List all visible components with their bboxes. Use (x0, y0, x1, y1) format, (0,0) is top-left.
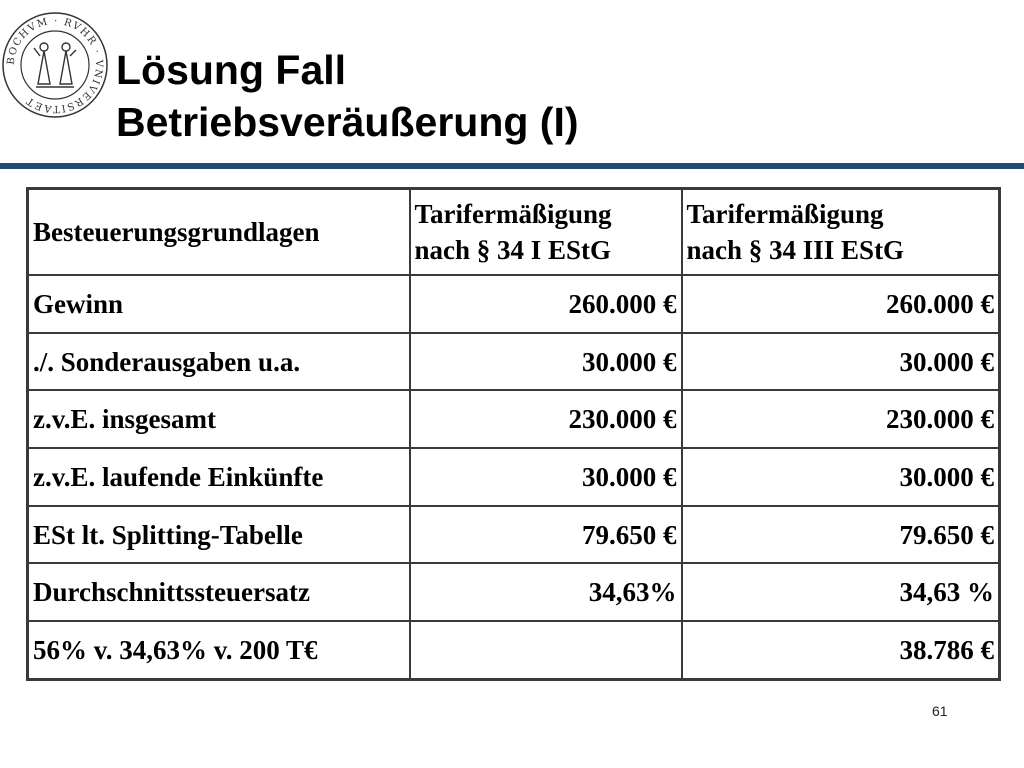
value-34-3: 38.786 € (682, 621, 1000, 679)
page-number: 61 (932, 703, 948, 719)
row-label: Durchschnittssteuersatz (28, 563, 410, 621)
value-34-3: 30.000 € (682, 448, 1000, 506)
tax-table (26, 187, 1001, 681)
value-34-3: 260.000 € (682, 275, 1000, 333)
table-row (28, 448, 1000, 506)
value-34-3: 30.000 € (682, 333, 1000, 391)
value-34-1: 260.000 € (410, 275, 682, 333)
value-34-3: 230.000 € (682, 390, 1000, 448)
table-row (28, 333, 1000, 391)
value-34-1 (410, 621, 682, 679)
table-row (28, 621, 1000, 679)
table-header-row (28, 189, 1000, 276)
title-divider (0, 163, 1024, 169)
value-34-1: 34,63% (410, 563, 682, 621)
value-34-3: 34,63 % (682, 563, 1000, 621)
header-section-34-1: Tarifermäßigung nach § 34 I EStG (410, 189, 682, 276)
table-row (28, 506, 1000, 564)
row-label: 56% v. 34,63% v. 200 T€ (28, 621, 410, 679)
value-34-1: 30.000 € (410, 333, 682, 391)
title-line-1: Lösung Fall (116, 47, 347, 93)
row-label: ESt lt. Splitting-Tabelle (28, 506, 410, 564)
row-label: Gewinn (28, 275, 410, 333)
row-label: z.v.E. laufende Einkünfte (28, 448, 410, 506)
seal-text: BOCHVM · RVHR · VNIVERSITAET (5, 15, 105, 115)
value-34-1: 30.000 € (410, 448, 682, 506)
table-row (28, 563, 1000, 621)
row-label: z.v.E. insgesamt (28, 390, 410, 448)
title-line-2: Betriebsveräußerung (I) (116, 99, 579, 145)
value-34-1: 79.650 € (410, 506, 682, 564)
table-row (28, 275, 1000, 333)
value-34-3: 79.650 € (682, 506, 1000, 564)
university-seal (0, 10, 110, 120)
row-label: ./. Sonderausgaben u.a. (28, 333, 410, 391)
value-34-1: 230.000 € (410, 390, 682, 448)
header-section-34-3: Tarifermäßigung nach § 34 III EStG (682, 189, 1000, 276)
header-basis: Besteuerungsgrundlagen (28, 189, 410, 276)
table-row (28, 390, 1000, 448)
slide-title (116, 44, 579, 148)
